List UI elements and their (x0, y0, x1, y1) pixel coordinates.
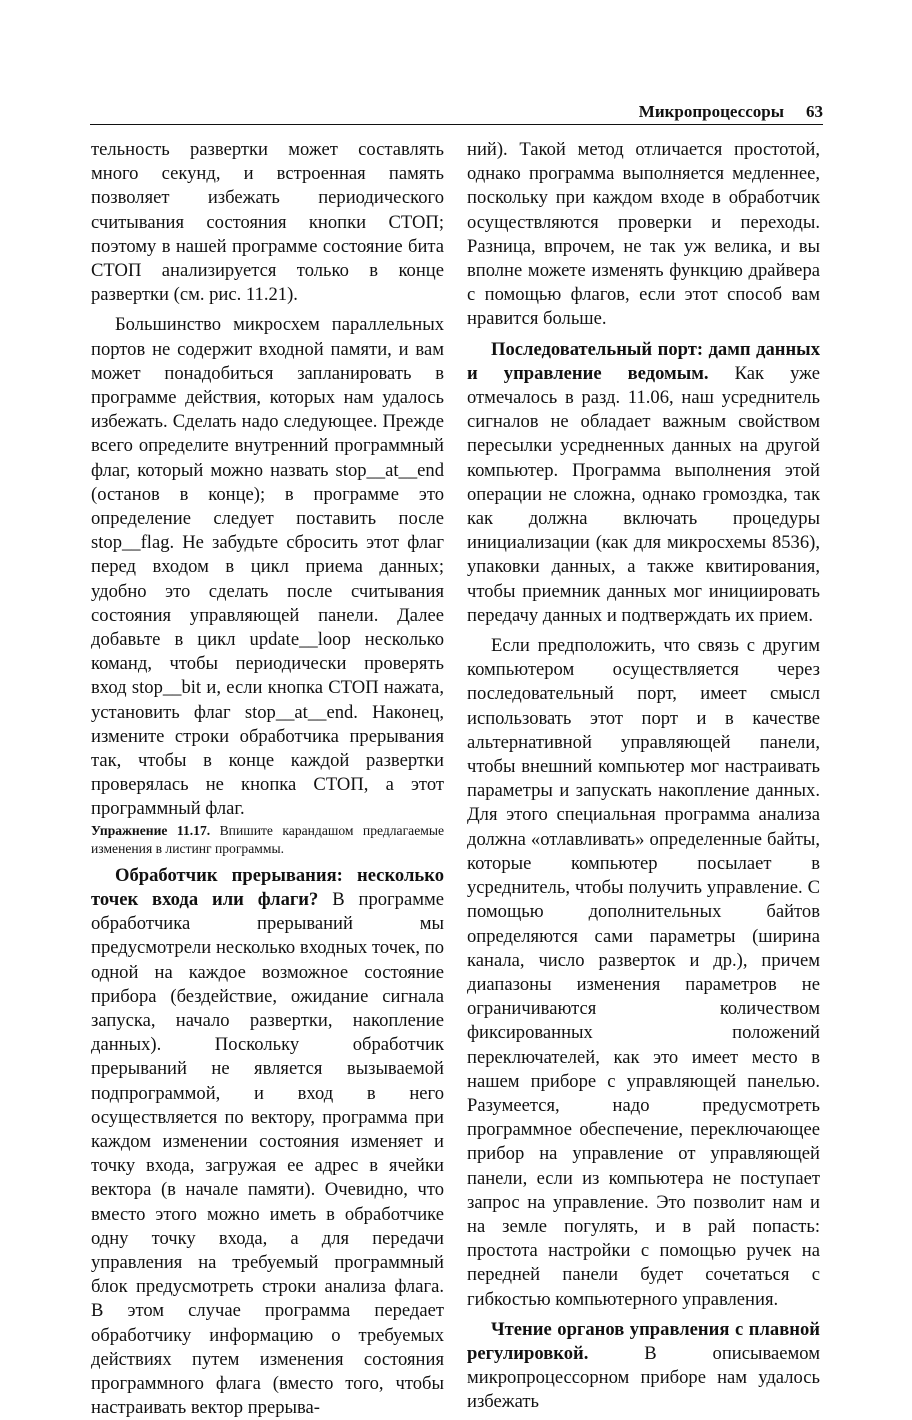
paragraph: тельность развертки может составлять много секунд, и встроенная память позволяет избежать периодического считывания состояния кнопки СТОП; поэтому в нашей программе состояние бита СТОП анализируется только в конце развертки (см. рис. 11.21). (91, 139, 444, 306)
left-column (91, 138, 444, 1420)
right-column (467, 138, 820, 1415)
page-number: 63 (806, 102, 823, 121)
run-in-heading: Чтение органов управления с плавной регулировкой. (467, 1318, 820, 1364)
exercise-label: Упражнение 11.17. (91, 822, 211, 838)
paragraph-body: В программе обработчика прерываний мы предусмотрели несколько входных точек, по одной на каждое возможное состояние прибора (бездействие, ожидание сигнала запуска, начало развертки, накопление данных). Поскольку обработчик прерываний не является вызываемой подпрограммой, и вход в него осуществляется по вектору, программа при каждом изменении состояния изменяет и точку входа, загружая ее адрес в ячейки вектора (в начале памяти). Очевидно, что вместо этого можно иметь в обработчике одну точку входа, а для передачи управления на требуемый программный блок предусмотреть строки анализа флага. В этом случае программа передает обработчику информацию о требуемых действиях путем изменения состояния программного флага (вместо того, чтобы настраивать вектор прерыва- (91, 888, 445, 1419)
paragraph-body: В описываемом микропроцессорном приборе нам удалось избежать (467, 1342, 820, 1413)
run-in-heading: Последовательный порт: дамп данных и управление ведомым. (467, 338, 820, 384)
paragraph: Большинство микросхем параллельных портов не содержит входной памяти, и вам может понадобиться запланировать в программе действия, которых нам удалось избежать. Сделать надо следующее. Прежде всего определите внутренний программный флаг, который можно назвать stop__at__end (останов в конце); в программе это определение следует поставить после stop__flag. Не забудьте сбросить этот флаг перед входом в цикл приема данных; удобно это сделать после считывания состояния управляющей панели. Далее добавьте в цикл update__loop несколько команд, чтобы периодически проверять вход stop__bit и, если кнопка СТОП нажата, установить флаг stop__at__end. Наконец, измените строки обработчика прерывания так, чтобы в конце каждой развертки проверялась не кнопка СТОП, а этот программный флаг. (91, 314, 444, 820)
paragraph (91, 864, 444, 1420)
paragraph-body: Как уже отмечалось в разд. 11.06, наш усреднитель сигналов не обладает важным свойством пересылки усредненных данных на другой компьютер. Программа выполнения этой операции не сложна, однако громоздка, так как должна включать процедуры инициализации (как для микросхемы 8536), упаковки данных, а также квитирования, чтобы приемник данных мог инициировать передачу данных и подтверждать их прием. (467, 362, 820, 626)
paragraph: ний). Такой метод отличается простотой, однако программа выполняется медленнее, поскольку при каждом входе в обработчик осуществляются проверки и переходы. Разница, впрочем, не так уж велика, и вы вполне можете изменять функцию драйвера с помощью флагов, если этот способ вам нравится больше. (467, 139, 820, 330)
paragraph (467, 1318, 820, 1415)
header-title: Микропроцессоры (638, 102, 784, 121)
run-in-heading: Обработчик прерывания: несколько точек входа или флаги? (91, 864, 444, 910)
paragraph: Если предположить, что связь с другим компьютером осуществляется через последовательный порт, имеет смысл использовать этот порт и в качестве альтернативной управляющей панели, чтобы внешний компьютер мог настраивать параметры и запускать накопление данных. Для этого специальная программа анализа должна «отлавливать» определенные байты, которые компьютер посылает в усреднитель, чтобы получить управление. С помощью дополнительных байтов определяются сами параметры (ширина канала, число разверток и др.), причем диапазоны изменения параметров не ограничиваются количеством фиксированных положений переключателей, как это имеет место в нашем приборе с управляющей панелью. Разумеется, надо предусмотреть программное обеспечение, переключающее прибор на управление от управляющей панели, если из компьютера не поступает запрос на управление. Это позволит нам и на земле погулять, и в рай попасть: простота настройки с помощью ручек на передней панели будет сочетаться с гибкостью компьютерного управления. (467, 635, 820, 1310)
exercise-text: Впишите карандашом предлагаемые изменения в листинг программы. (91, 822, 444, 856)
exercise-note (91, 822, 444, 858)
running-header (90, 100, 823, 125)
paragraph (467, 338, 820, 628)
